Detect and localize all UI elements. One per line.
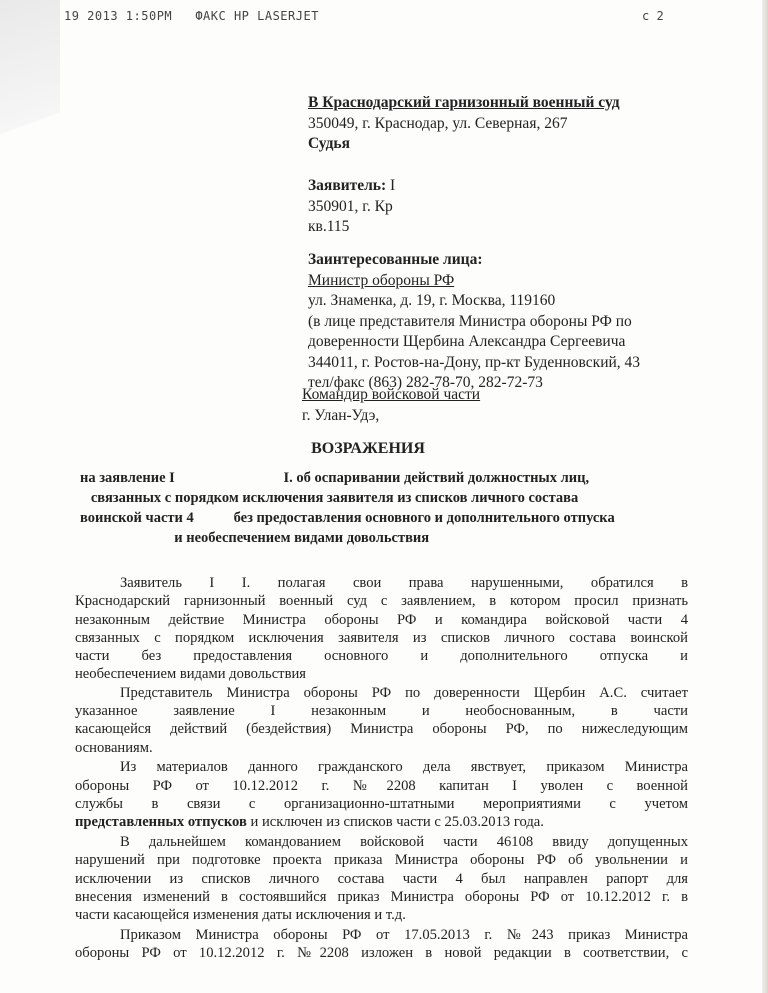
representative-line: доверенности Щербина Александра Сергеевича <box>308 333 626 350</box>
body-line-text: Заявитель I I. полагая свои права нарушенными, обратился в <box>120 575 688 591</box>
subtitle-line: воинской части 4 без предоставления основного и дополнительного отпуска <box>80 510 615 526</box>
body-line-text: Из материалов данного гражданского дела явствует, приказом Министра <box>120 759 688 776</box>
applicant-apartment: кв.115 <box>308 218 350 235</box>
body-line <box>75 647 688 665</box>
body-line-text: исключении из списков личного состава части 4 был направлен рапорт для <box>75 870 688 887</box>
body-line-text: Краснодарский гарнизонный военный суд с заявлением, в котором просил признать <box>75 593 688 610</box>
minister-address: ул. Знаменка, д. 19, г. Москва, 119160 <box>308 292 556 309</box>
body-line <box>75 851 688 869</box>
body-line-text: необеспечением видами довольствия <box>75 666 306 683</box>
body-line-text: обороны РФ от 10.12.2012 г. №2208 изложен в новой редакции в соответствии, с <box>75 945 688 962</box>
subtitle-line: на заявление I I. об оспаривании действий должностных лиц, <box>80 470 590 486</box>
fax-page-number: с 2 <box>642 9 664 23</box>
applicant-name: I <box>390 177 396 194</box>
body-line <box>75 720 688 738</box>
body-line <box>75 944 688 962</box>
document-title: ВОЗРАЖЕНИЯ <box>311 440 425 457</box>
applicant-label: Заявитель: <box>308 177 391 194</box>
fax-header: 19 2013 1:50PM ФАКС HP LASERJET <box>64 9 319 23</box>
body-line <box>75 739 688 757</box>
body-line <box>75 592 688 610</box>
body-line-text: указанное заявление I незаконным и необоснованным, в части <box>75 703 688 720</box>
body-line <box>75 574 688 592</box>
court-name: В Краснодарский гарнизонный военный суд <box>308 94 620 111</box>
body-line <box>75 702 688 720</box>
body-line-text: Представитель Министра обороны РФ по доверенности Щербин А.С. считает <box>120 684 688 701</box>
body-line <box>75 906 688 924</box>
body-line <box>75 870 688 888</box>
body-line <box>75 611 688 629</box>
body-line-text: связанных с порядком исключения заявителя из списков личного состава воинской <box>75 629 688 646</box>
body-line-text: и исключен из списков части с 25.03.2013 года. <box>246 814 544 831</box>
representative-line: (в лице представителя Министра обороны РФ по <box>308 312 632 330</box>
interested-label: Заинтересованные лица: <box>308 251 483 268</box>
representative-address: 344011, г. Ростов-на-Дону, пр-кт Буденновский, 43 <box>308 353 641 371</box>
body-line-text: части без предоставления основного и дополнительного отпуска и <box>75 648 688 665</box>
body-line-text: В дальнейшем командованием войсковой части 46108 ввиду допущенных <box>120 834 688 851</box>
document-subtitle <box>80 468 688 548</box>
body-line-text: основаниям. <box>75 739 153 756</box>
body-line-text: касающейся действий (бездействия) Министра обороны РФ, по нижеследующим <box>75 721 688 738</box>
scan-page-edge <box>762 0 768 993</box>
body-line-text: нарушений при подготовке проекта приказа Министра обороны РФ об увольнении и <box>75 852 688 869</box>
court-address: 350049, г. Краснодар, ул. Северная, 267 <box>308 114 568 132</box>
body-line <box>75 795 688 813</box>
body-line <box>75 629 688 647</box>
body-line <box>75 758 688 776</box>
body-line <box>75 777 688 795</box>
commander-city: г. Улан-Удэ, <box>302 406 380 424</box>
body-line <box>75 665 688 683</box>
subtitle-line: и необеспечением видами довольствия <box>80 530 430 546</box>
representative-phone: тел/факс (863) 282-78-70, 282-72-73 <box>308 374 543 391</box>
body-line <box>75 684 688 702</box>
body-line-text: незаконным действие Министра обороны РФ и командира войсковой части 4 <box>75 611 688 628</box>
interested-parties-block <box>308 250 640 394</box>
body-line-text: Приказом Министра обороны РФ от 17.05.2013 г. №243 приказ Министра <box>120 927 688 944</box>
applicant-address: 350901, г. Кр <box>308 197 393 215</box>
body-line <box>75 926 688 944</box>
scan-fold-shadow <box>0 0 60 200</box>
body-line <box>75 888 688 906</box>
judge-label: Судья <box>308 135 351 152</box>
body-line <box>75 833 688 851</box>
addressee-block <box>308 93 620 155</box>
body-line-text: части касающейся изменения даты исключения и т.д. <box>75 907 406 924</box>
body-bold-text: представленных отпусков <box>75 814 247 831</box>
body-line-text: службы в связи с организационно-штатными мероприятиями с учетом <box>75 796 688 813</box>
commander: Командир войсковой части <box>302 386 481 403</box>
applicant-block <box>308 176 395 238</box>
commander-block <box>302 385 480 426</box>
body-line-text: внесения изменений в состоявшийся приказ Министра обороны РФ от 10.12.2012 г. в <box>75 889 688 906</box>
minister: Министр обороны РФ <box>308 271 455 289</box>
subtitle-line: связанных с порядком исключения заявителя из списков личного состава <box>80 490 579 506</box>
body-line-text: обороны РФ от 10.12.2012 г. №2208 капитан I уволен с военной <box>75 777 688 794</box>
document-body <box>75 574 688 963</box>
body-line <box>75 813 688 831</box>
